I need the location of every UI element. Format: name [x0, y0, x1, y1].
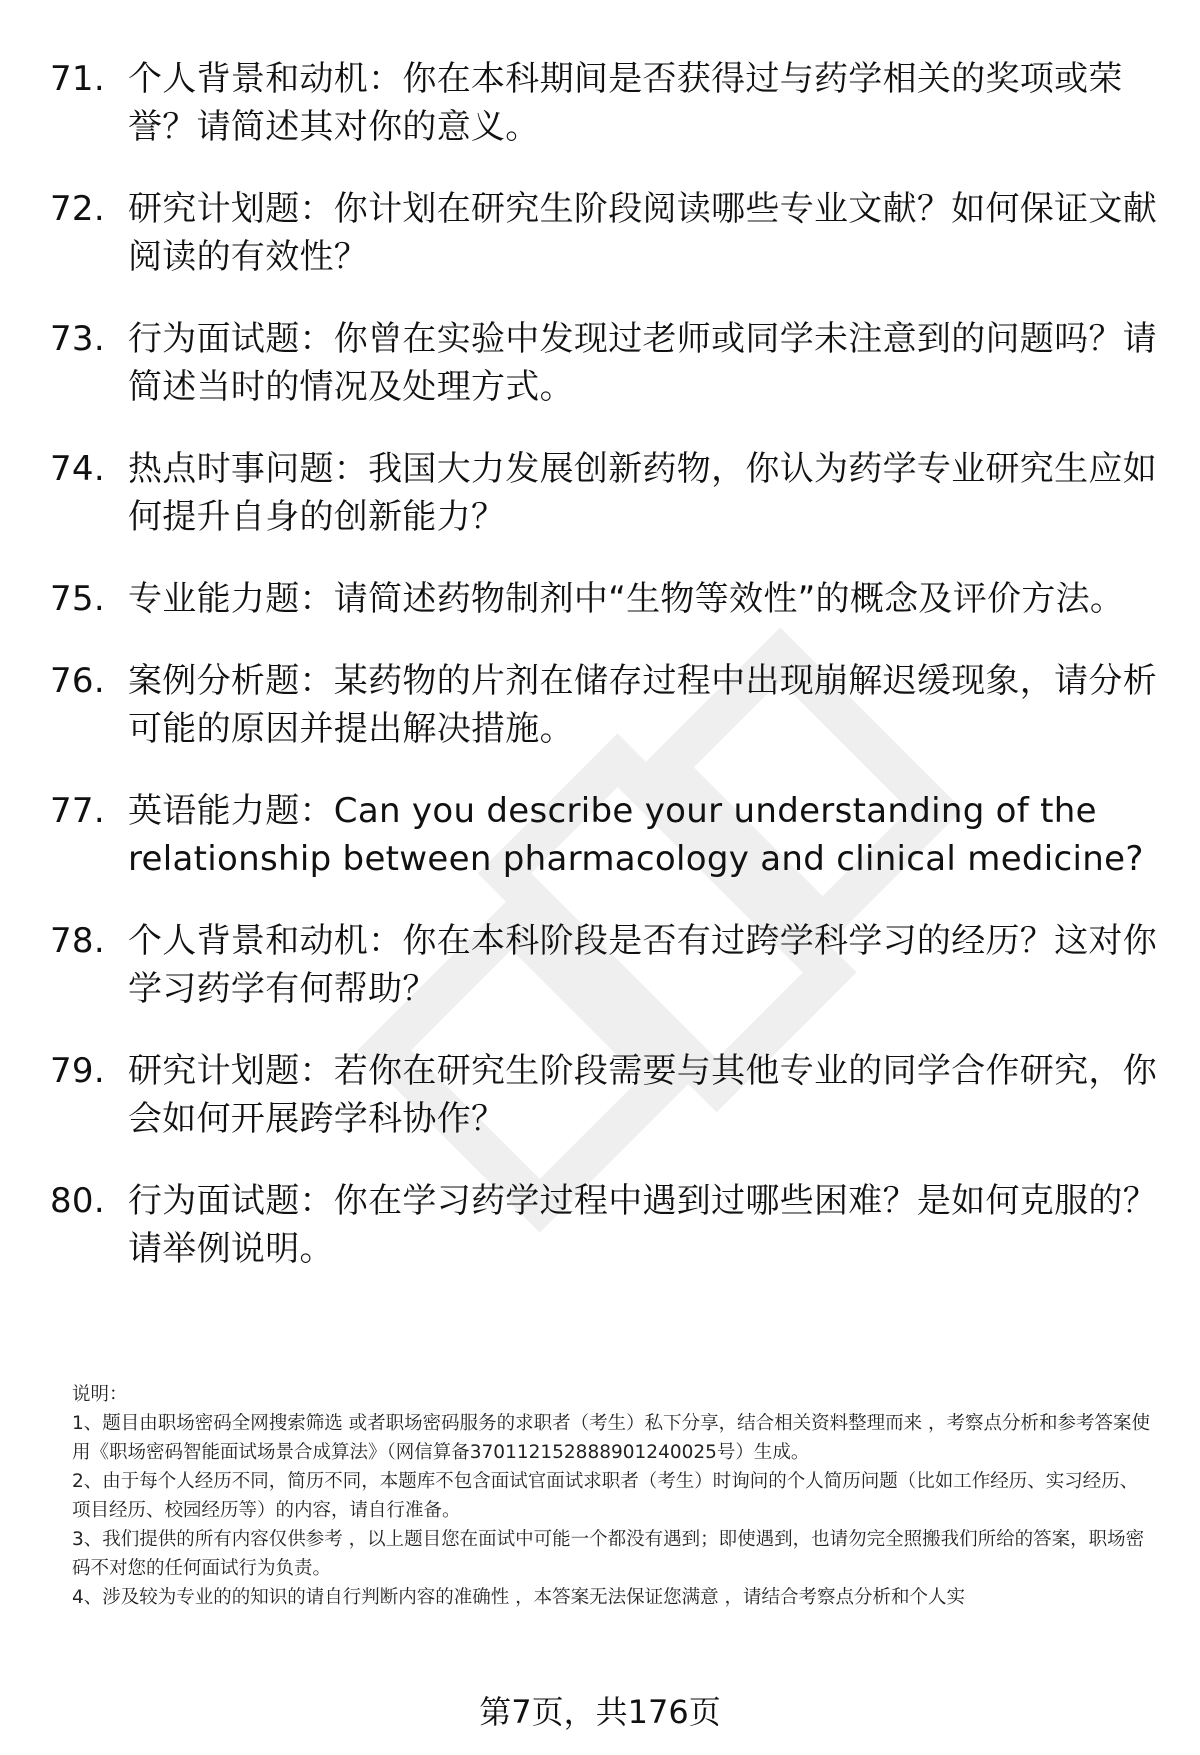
question-number: 79.: [50, 1051, 105, 1091]
question-item: [50, 445, 1160, 541]
page-number: 第7页，共176页: [479, 1693, 721, 1731]
question-text: 个人背景和动机：你在本科期间是否获得过与药学相关的奖项或荣誉？请简述其对你的意义。: [128, 59, 1123, 147]
question-number: 72.: [50, 189, 105, 229]
question-text: 专业能力题：请简述药物制剂中“生物等效性”的概念及评价方法。: [128, 579, 1125, 619]
question-item: [50, 55, 1160, 151]
question-text: 研究计划题：若你在研究生阶段需要与其他专业的同学合作研究，你会如何开展跨学科协作？: [128, 1051, 1157, 1139]
question-item: [50, 657, 1160, 753]
question-number: 75.: [50, 579, 105, 619]
question-number: 78.: [50, 921, 105, 961]
question-number: 80.: [50, 1181, 105, 1221]
note-item: 4、涉及较为专业的的知识的请自行判断内容的准确性 ，本答案无法保证您满意 ，请结合考察点分析和个人实: [72, 1587, 966, 1608]
question-text: 案例分析题：某药物的片剂在储存过程中出现崩解迟缓现象，请分析可能的原因并提出解决措施。: [128, 661, 1157, 749]
question-item: [50, 575, 1160, 623]
question-text: 英语能力题：Can you describe your understanding of the relationship between pharmacology and clinical medicine?: [128, 791, 1144, 879]
question-text: 热点时事问题：我国大力发展创新药物，你认为药学专业研究生应如何提升自身的创新能力？: [128, 449, 1157, 537]
question-item: [50, 787, 1160, 883]
question-number: 76.: [50, 661, 105, 701]
question-number: 74.: [50, 449, 105, 489]
notes-heading: 说明：: [72, 1384, 128, 1405]
question-number: 73.: [50, 319, 105, 359]
question-item: [50, 1177, 1160, 1273]
question-number: 77.: [50, 791, 105, 831]
note-item: 2、由于每个人经历不同，简历不同，本题库不包含面试官面试求职者（考生）时询问的个人简历问题（比如工作经历、实习经历、项目经历、校园经历等）的内容，请自行准备。: [72, 1471, 1139, 1521]
question-text: 行为面试题：你在学习药学过程中遇到过哪些困难？是如何克服的？请举例说明。: [128, 1181, 1157, 1269]
disclaimer-notes: [72, 1380, 1152, 1612]
question-text: 研究计划题：你计划在研究生阶段阅读哪些专业文献？如何保证文献阅读的有效性？: [128, 189, 1157, 277]
question-item: [50, 185, 1160, 281]
question-number: 71.: [50, 59, 105, 99]
question-item: [50, 917, 1160, 1013]
note-item: 1、题目由职场密码全网搜索筛选 或者职场密码服务的求职者（考生）私下分享，结合相关资料整理而来 ，考察点分析和参考答案使用《职场密码智能面试场景合成算法》（网信算备370112152888901240025号）生成。: [72, 1413, 1151, 1463]
question-list: [50, 55, 1160, 1307]
question-item: [50, 1047, 1160, 1143]
question-text: 行为面试题：你曾在实验中发现过老师或同学未注意到的问题吗？请简述当时的情况及处理方式。: [128, 319, 1157, 407]
question-text: 个人背景和动机：你在本科阶段是否有过跨学科学习的经历？这对你学习药学有何帮助？: [128, 921, 1157, 1009]
note-item: 3、我们提供的所有内容仅供参考 ，以上题目您在面试中可能一个都没有遇到；即使遇到，也请勿完全照搬我们所给的答案，职场密码不对您的任何面试行为负责。: [72, 1529, 1145, 1579]
question-item: [50, 315, 1160, 411]
